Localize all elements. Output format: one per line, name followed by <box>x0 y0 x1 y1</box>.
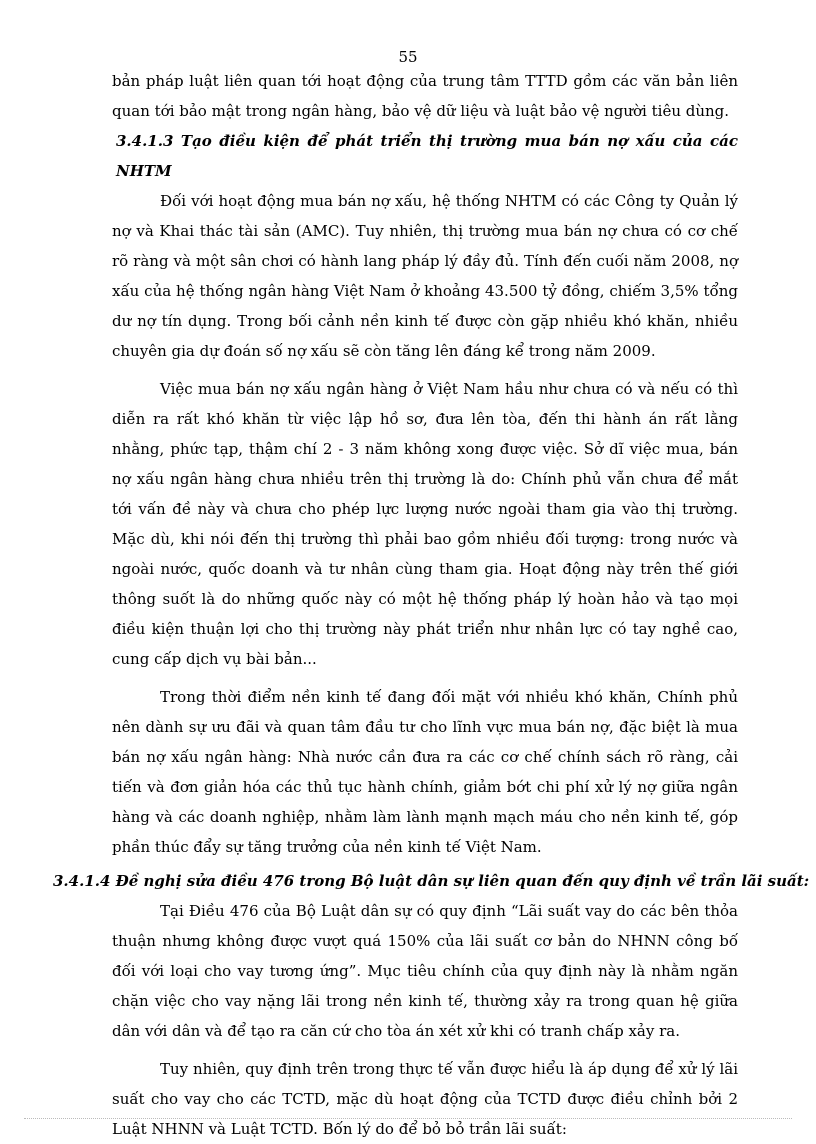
page-number: 55 <box>398 48 418 66</box>
paragraph-interest-cap: Tuy nhiên, quy định trên trong thực tế vẫn được hiểu là áp dụng để xử lý lãi suất cho vay cho các TCTD, mặc dù hoạt động của TCTD được điều chỉnh bởi 2 Luật NHNN và Luật TCTD. Bốn lý do để bỏ bỏ trần lãi suất: <box>112 1060 738 1138</box>
section-heading-3-4-1-3: 3.4.1.3 Tạo điều kiện để phát triển thị trường mua bán nợ xấu của các NHTM <box>116 132 738 180</box>
paragraph-amc: Đối với hoạt động mua bán nợ xấu, hệ thống NHTM có các Công ty Quản lý nợ và Khai thác tài sản (AMC). Tuy nhiên, thị trường mua bán nợ chưa có cơ chế rõ ràng và một sân chơi có hành lang pháp lý đầy đủ. Tính đến cuối năm 2008, nợ xấu của hệ thống ngân hàng Việt Nam ở khoảng 43.500 tỷ đồng, chiếm 3,5% tổng dư nợ tín dụng. Trong bối cảnh nền kinh tế được còn gặp nhiều khó khăn, nhiều chuyên gia dự đoán số nợ xấu sẽ còn tăng lên đáng kể trong năm 2009. <box>112 192 738 360</box>
page-bottom-border <box>24 1118 792 1119</box>
section-heading-3-4-1-4: 3.4.1.4 Đề nghị sửa điều 476 trong Bộ luật dân sự liên quan đến quy định về trần lãi suất: <box>53 872 810 890</box>
document-body <box>53 66 810 1144</box>
paragraph-government: Trong thời điểm nền kinh tế đang đối mặt với nhiều khó khăn, Chính phủ nên dành sự ưu đãi và quan tâm đầu tư cho lĩnh vực mua bán nợ, đặc biệt là mua bán nợ xấu ngân hàng: Nhà nước cần đưa ra các cơ chế chính sách rõ ràng, cải tiến và đơn giản hóa các thủ tục hành chính, giảm bớt chi phí xử lý nợ giữa ngân hàng và các doanh nghiệp, nhằm làm lành mạnh mạch máu cho nền kinh tế, góp phần thúc đẩy sự tăng trưởng của nền kinh tế Việt Nam. <box>112 688 738 856</box>
paragraph-continued: bản pháp luật liên quan tới hoạt động của trung tâm TTTD gồm các văn bản liên quan tới bảo mật trong ngân hàng, bảo vệ dữ liệu và luật bảo vệ người tiêu dùng. <box>112 72 738 120</box>
paragraph-article-476: Tại Điều 476 của Bộ Luật dân sự có quy định “Lãi suất vay do các bên thỏa thuận nhưng không được vượt quá 150% của lãi suất cơ bản do NHNN công bố đối với loại cho vay tương ứng”. Mục tiêu chính của quy định này là nhằm ngăn chặn việc cho vay nặng lãi trong nền kinh tế, thường xảy ra trong quan hệ giữa dân với dân và để tạo ra căn cứ cho tòa án xét xử khi có tranh chấp xảy ra. <box>112 902 738 1040</box>
paragraph-debt-trading: Việc mua bán nợ xấu ngân hàng ở Việt Nam hầu như chưa có và nếu có thì diễn ra rất khó khăn từ việc lập hồ sơ, đưa lên tòa, đến thi hành án rất lằng nhằng, phức tạp, thậm chí 2 - 3 năm không xong được việc. Sở dĩ việc mua, bán nợ xấu ngân hàng chưa nhiều trên thị trường là do: Chính phủ vẫn chưa để mắt tới vấn đề này và chưa cho phép lực lượng nước ngoài tham gia vào thị trường. Mặc dù, khi nói đến thị trường thì phải bao gồm nhiều đối tượng: trong nước và ngoài nước, quốc doanh và tư nhân cùng tham gia. Hoạt động này trên thế giới thông suốt là do những quốc này có một hệ thống pháp lý hoàn hảo và tạo mọi điều kiện thuận lợi cho thị trường này phát triển như nhân lực có tay nghề cao, cung cấp dịch vụ bài bản... <box>112 380 738 668</box>
